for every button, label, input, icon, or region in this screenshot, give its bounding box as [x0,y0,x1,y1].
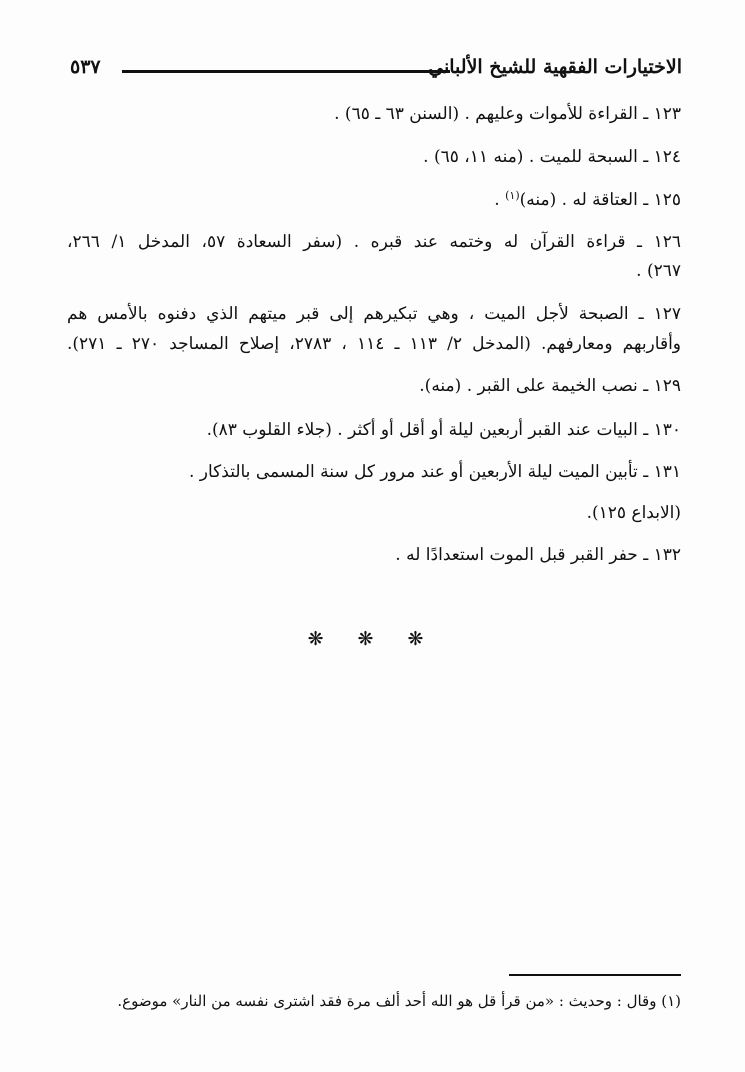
entry-125-end: . [494,190,506,210]
entry-126-line-1: ١٢٦ ـ قراءة القرآن له وختمه عند قبره . (سفر السعادة ٥٧، المدخل ١/ ٢٦٦، [67,232,681,252]
entry-124: ١٢٤ ـ السبحة للميت . (منه ١١، ٦٥) . [423,147,681,167]
footnote-ref: (١) [505,189,520,202]
footnote-rule [509,974,681,976]
entry-129: ١٢٩ ـ نصب الخيمة على القبر . (منه). [419,376,681,396]
entry-132: ١٣٢ ـ حفر القبر قبل الموت استعدادًا له . [395,545,681,565]
book-title: الاختيارات الفقهية للشيخ الألباني [428,56,682,78]
running-header [70,56,682,90]
entry-126-line-2: ٢٦٧) . [636,261,681,281]
entry-125-text: ١٢٥ ـ العتاقة له . (منه) [519,190,681,210]
entry-123: ١٢٣ ـ القراءة للأموات وعليهم . (السنن ٦٣ ـ ٦٥) . [334,104,681,124]
entry-127-line-1: ١٢٧ ـ الصبحة لأجل الميت ، وهي تبكيرهم إلى قبر ميتهم الذي دفنوه بالأمس هم [67,304,681,324]
header-rule [122,70,450,73]
section-separator: ❋ ❋ ❋ [307,628,438,650]
entry-130: ١٣٠ ـ البيات عند القبر أربعين ليلة أو أقل أو أكثر . (جلاء القلوب ٨٣). [206,420,681,440]
footnote: (١) وقال : وحديث : «من قرأ قل هو الله أحد ألف مرة فقد اشترى نفسه من النار» موضوع. [117,992,681,1010]
entry-127-line-2: وأقاربهم ومعارفهم. (المدخل ٢/ ١١٣ ـ ١١٤ ، ٢٧٨٣، إصلاح المساجد ٢٧٠ ـ ٢٧١). [67,334,681,354]
page-number: ٥٣٧ [70,56,101,78]
entry-131-line-1: ١٣١ ـ تأبين الميت ليلة الأربعين أو عند مرور كل سنة المسمى بالتذكار . [188,462,681,482]
entry-131-line-2: (الابداع ١٢٥). [586,503,681,523]
entry-125 [494,184,681,212]
